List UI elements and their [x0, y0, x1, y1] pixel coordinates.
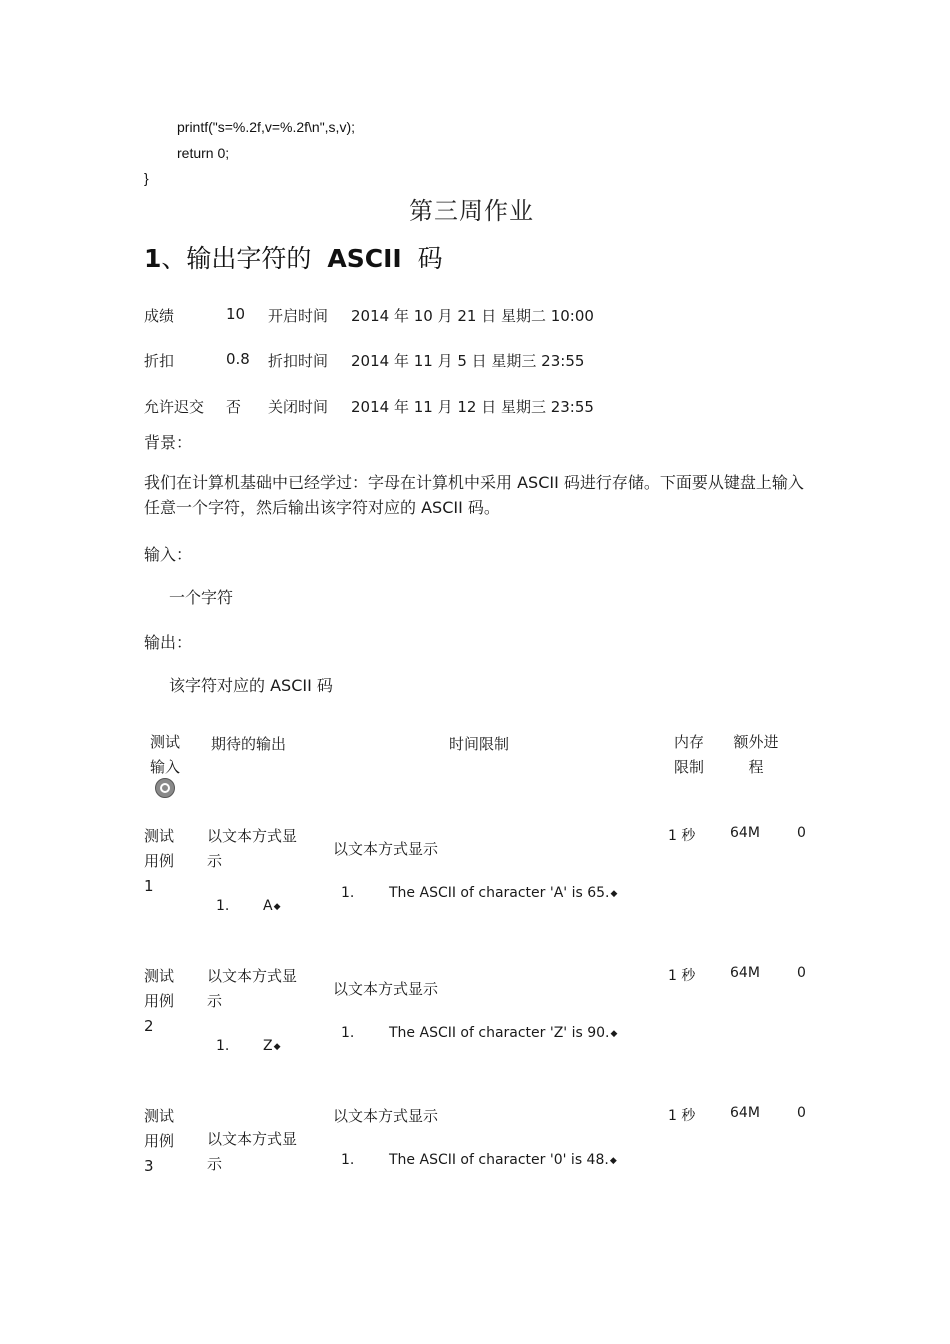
test-case-3-output-mode: 以文本方式显示: [333, 1107, 439, 1125]
test-case-2-memory: 64M: [730, 965, 760, 981]
test-case-1-output-mode: 以文本方式显示: [333, 840, 439, 858]
header-extra-process: 额外进程: [733, 733, 779, 776]
test-case-1-input-num: 1.: [216, 898, 230, 914]
end-mark-icon: ◆: [273, 902, 281, 912]
test-case-2-label: 测试用例 2: [144, 967, 175, 1035]
test-case-1-output-value: The ASCII of character 'A' is 65.: [389, 885, 610, 901]
test-case-3-time: 1 秒: [668, 1108, 696, 1124]
test-case-1-input: [263, 898, 281, 914]
test-case-1-label: 测试用例 1: [144, 827, 175, 895]
test-case-3-output-value: The ASCII of character '0' is 48.: [389, 1152, 609, 1168]
end-mark-icon: ◆: [609, 1156, 617, 1166]
info-time-open: 2014 年 10 月 21 日 星期二 10:00: [351, 307, 594, 325]
header-time-limit: 时间限制: [449, 735, 510, 753]
info-time-label-discount: 折扣时间: [268, 352, 329, 370]
info-label-late: 允许迟交: [144, 398, 205, 416]
info-value-discount: 0.8: [226, 350, 250, 368]
background-text: 我们在计算机基础中已经学过：字母在计算机中采用 ASCII 码进行存储。下面要从键盘上输入任意一个字符，然后输出该字符对应的 ASCII 码。: [144, 473, 804, 517]
test-case-3-label: 测试用例 3: [144, 1107, 175, 1175]
test-case-1-output: [389, 885, 617, 901]
test-case-3-output-num: 1.: [341, 1152, 355, 1168]
heading-number: 1: [144, 244, 162, 273]
test-case-2-extra: 0: [797, 965, 806, 981]
end-mark-icon: ◆: [610, 889, 618, 899]
info-time-close: 2014 年 11 月 12 日 星期三 23:55: [351, 398, 594, 416]
test-case-1-input-value: A: [263, 898, 273, 914]
header-memory-limit: 内存限制: [674, 733, 705, 776]
test-case-3-memory: 64M: [730, 1105, 760, 1121]
test-case-2-output-value: The ASCII of character 'Z' is 90.: [389, 1025, 610, 1041]
test-case-2-input-mode: 以文本方式显示: [207, 967, 298, 1010]
info-time-label-open: 开启时间: [268, 307, 329, 325]
heading-ascii: ASCII: [327, 244, 402, 273]
info-value-score: 10: [226, 305, 246, 323]
settings-badge-icon: [155, 778, 175, 798]
info-label-score: 成绩: [144, 307, 175, 325]
info-value-late: 否: [226, 398, 242, 416]
test-case-2-input-value: Z: [263, 1038, 273, 1054]
end-mark-icon: ◆: [610, 1029, 618, 1039]
code-line-return: return 0;: [177, 145, 230, 161]
background-label: 背景：: [144, 433, 193, 452]
heading-text: 、输出字符的: [161, 244, 312, 273]
test-case-1-extra: 0: [797, 825, 806, 841]
heading-tail: 码: [417, 244, 443, 273]
info-time-label-close: 关闭时间: [268, 398, 329, 416]
test-case-2-output-mode: 以文本方式显示: [333, 980, 439, 998]
test-case-1-input-mode: 以文本方式显示: [207, 827, 298, 870]
input-label: 输入：: [144, 545, 193, 564]
output-label: 输出：: [144, 633, 193, 652]
test-case-2-input: [263, 1038, 281, 1054]
test-case-1-memory: 64M: [730, 825, 760, 841]
input-text: 一个字符: [169, 588, 234, 607]
assignment-heading: [144, 239, 443, 275]
test-case-2-output: [389, 1025, 617, 1041]
page-title: 第三周作业: [409, 197, 534, 225]
test-case-2-input-num: 1.: [216, 1038, 230, 1054]
test-case-2-output-num: 1.: [341, 1025, 355, 1041]
test-case-3-extra: 0: [797, 1105, 806, 1121]
test-case-1-output-num: 1.: [341, 885, 355, 901]
header-expected-output: 期待的输出: [211, 735, 287, 753]
code-line-printf: printf("s=%.2f,v=%.2f\n",s,v);: [177, 119, 356, 135]
info-time-discount: 2014 年 11 月 5 日 星期三 23:55: [351, 352, 585, 370]
output-text: 该字符对应的 ASCII 码: [169, 676, 333, 695]
code-line-brace: }: [144, 170, 149, 186]
test-case-3-output: [389, 1152, 617, 1168]
header-test-input: 测试输入: [150, 733, 181, 776]
test-case-3-input-mode: 以文本方式显示: [207, 1130, 298, 1173]
test-case-2-time: 1 秒: [668, 968, 696, 984]
end-mark-icon: ◆: [273, 1042, 281, 1052]
info-label-discount: 折扣: [144, 352, 175, 370]
test-case-1-time: 1 秒: [668, 828, 696, 844]
